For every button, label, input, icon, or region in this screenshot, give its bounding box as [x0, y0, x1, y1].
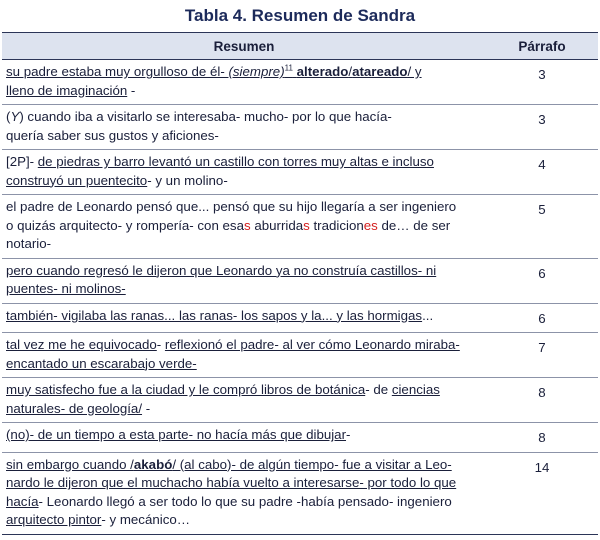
parrafo-cell: 3	[486, 60, 598, 105]
parrafo-cell: 5	[486, 195, 598, 259]
table-row	[2, 195, 598, 259]
parrafo-cell: 4	[486, 150, 598, 195]
resumen-cell: el padre de Leonardo pensó que... pensó que su hijo llegaría a ser ingeniero o quizás arquitecto- y rompería- con esas aburridas tradiciones de… de ser notario-	[2, 195, 486, 259]
resumen-cell: (no)- de un tiempo a esta parte- no hacía más que dibujar-	[2, 423, 486, 453]
table-row	[2, 60, 598, 105]
parrafo-cell: 7	[486, 333, 598, 378]
parrafo-cell: 8	[486, 423, 598, 453]
table-row	[2, 150, 598, 195]
resumen-cell: también- vigilaba las ranas... las ranas- los sapos y la... y las hormigas...	[2, 303, 486, 333]
resumen-cell: su padre estaba muy orgulloso de él- (siempre)$^{11}$ alterado/atareado/ y lleno de imaginación -	[2, 60, 486, 105]
table-row	[2, 378, 598, 423]
summary-table	[2, 32, 598, 535]
parrafo-cell: 6	[486, 303, 598, 333]
table-row	[2, 423, 598, 453]
resumen-cell: tal vez me he equivocado- reflexionó el padre- al ver cómo Leonardo miraba- encantado un escarabajo verde-	[2, 333, 486, 378]
parrafo-cell: 3	[486, 105, 598, 150]
table-row	[2, 333, 598, 378]
resumen-cell: sin embargo cuando /akabó/ (al cabo)- de algún tiempo- fue a visitar a Leo- nardo le dijeron que el muchacho había vuelto a interesarse- por todo lo que hacía- Leonardo llegó a ser todo lo que su padre -había pensado- ingeniero arquitecto pintor- y mecánico…	[2, 452, 486, 534]
table-header-row	[2, 33, 598, 60]
header-parrafo: Párrafo	[486, 33, 598, 60]
parrafo-cell: 14	[486, 452, 598, 534]
parrafo-cell: 8	[486, 378, 598, 423]
table-row	[2, 303, 598, 333]
table-row	[2, 452, 598, 534]
resumen-cell: pero cuando regresó le dijeron que Leonardo ya no construía castillos- ni puentes- ni molinos-	[2, 258, 486, 303]
header-resumen: Resumen	[2, 33, 486, 60]
table-row	[2, 105, 598, 150]
resumen-cell: (Y) cuando iba a visitarlo se interesaba- mucho- por lo que hacía- quería saber sus gustos y aficiones-	[2, 105, 486, 150]
resumen-cell: muy satisfecho fue a la ciudad y le compró libros de botánica- de ciencias naturales- de geología/ -	[2, 378, 486, 423]
table-title: Tabla 4. Resumen de Sandra	[184, 6, 416, 25]
parrafo-cell: 6	[486, 258, 598, 303]
table-row	[2, 258, 598, 303]
resumen-cell: [2P]- de piedras y barro levantó un castillo con torres muy altas e incluso construyó un puentecito- y un molino-	[2, 150, 486, 195]
